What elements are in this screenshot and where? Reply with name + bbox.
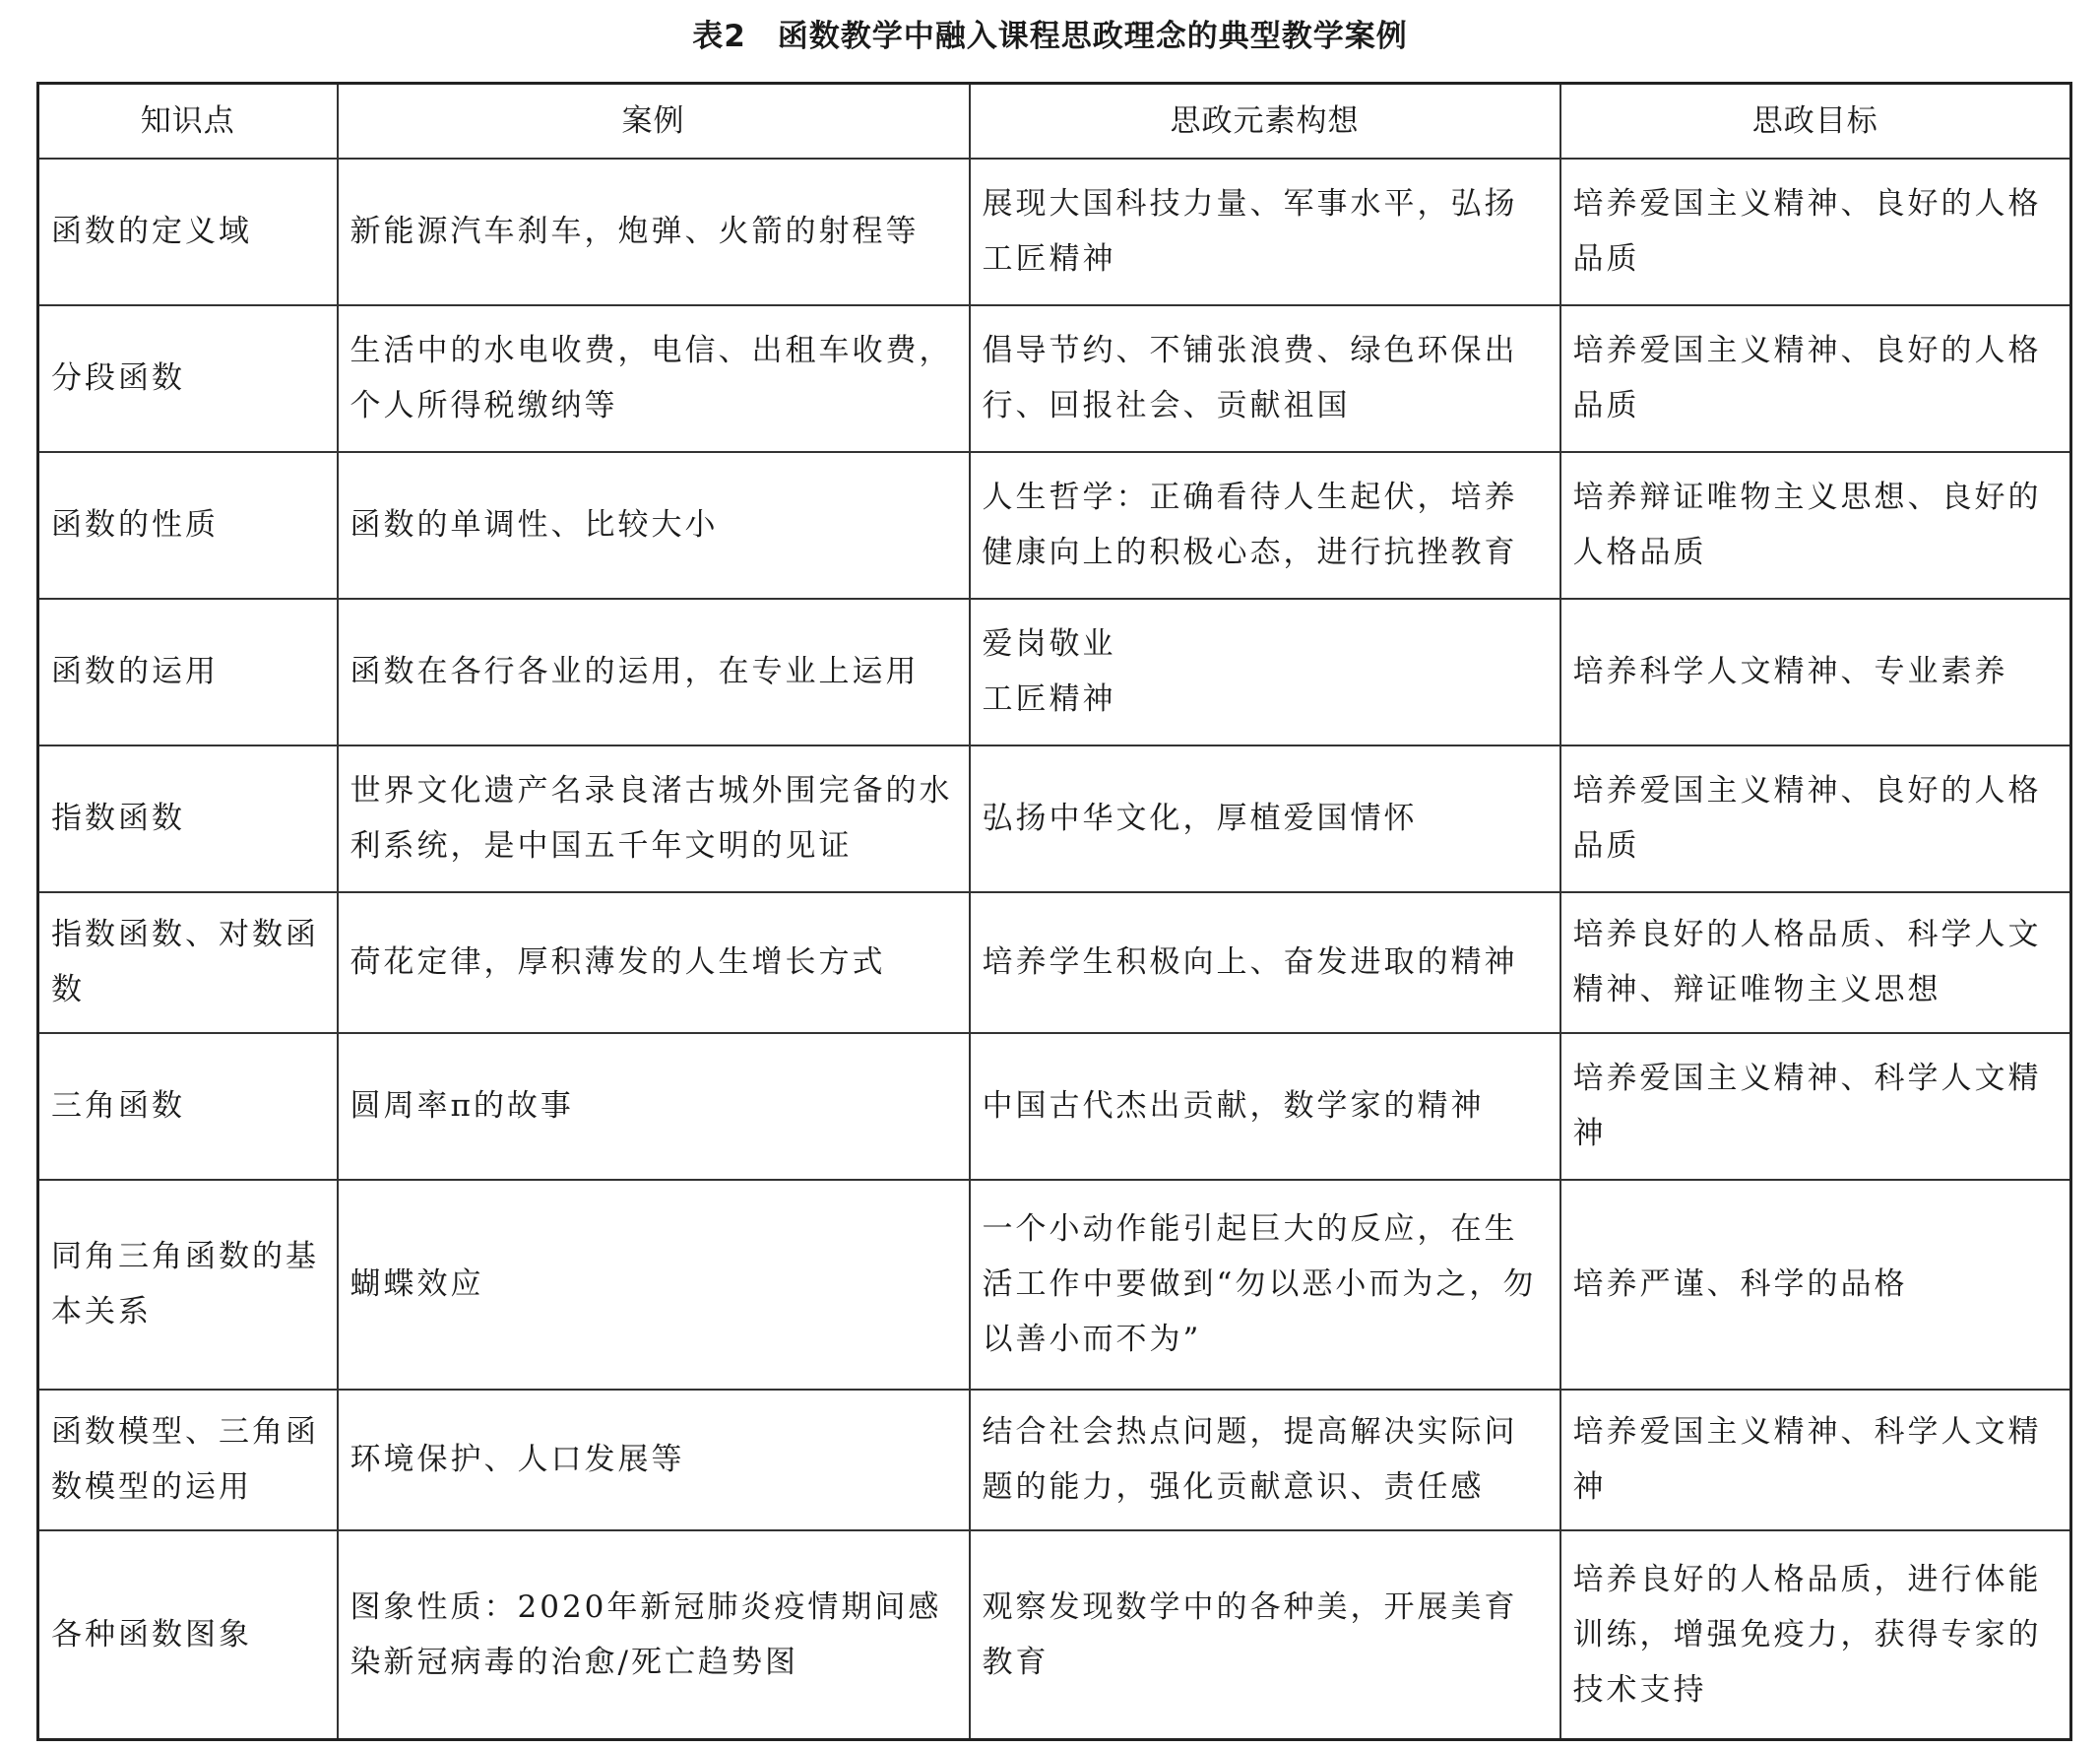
cell-topic: 函数的运用 bbox=[38, 599, 338, 745]
table-row bbox=[38, 305, 2071, 452]
cell-case: 蝴蝶效应 bbox=[338, 1180, 970, 1390]
cell-case: 图象性质：2020年新冠肺炎疫情期间感染新冠病毒的治愈/死亡趋势图 bbox=[338, 1530, 970, 1740]
teaching-cases-table bbox=[36, 82, 2072, 1741]
cell-element: 观察发现数学中的各种美，开展美育教育 bbox=[970, 1530, 1560, 1740]
table-row bbox=[38, 452, 2071, 599]
cell-element: 弘扬中华文化，厚植爱国情怀 bbox=[970, 745, 1560, 892]
cell-case: 函数的单调性、比较大小 bbox=[338, 452, 970, 599]
cell-element: 人生哲学：正确看待人生起伏，培养健康向上的积极心态，进行抗挫教育 bbox=[970, 452, 1560, 599]
table-row bbox=[38, 1390, 2071, 1530]
cell-goal: 培养爱国主义精神、良好的人格品质 bbox=[1560, 745, 2071, 892]
cell-topic: 指数函数 bbox=[38, 745, 338, 892]
cell-element-line: 工匠精神 bbox=[982, 681, 1116, 717]
column-header-element: 思政元素构想 bbox=[970, 84, 1560, 159]
cell-case: 生活中的水电收费，电信、出租车收费，个人所得税缴纳等 bbox=[338, 305, 970, 452]
table-row bbox=[38, 159, 2071, 305]
cell-element: 展现大国科技力量、军事水平，弘扬工匠精神 bbox=[970, 159, 1560, 305]
cell-topic: 函数的性质 bbox=[38, 452, 338, 599]
cell-topic: 分段函数 bbox=[38, 305, 338, 452]
cell-case: 世界文化遗产名录良渚古城外围完备的水利系统，是中国五千年文明的见证 bbox=[338, 745, 970, 892]
header-row bbox=[38, 84, 2071, 159]
table-row bbox=[38, 745, 2071, 892]
cell-case: 新能源汽车刹车，炮弹、火箭的射程等 bbox=[338, 159, 970, 305]
cell-topic: 三角函数 bbox=[38, 1033, 338, 1180]
column-header-topic: 知识点 bbox=[38, 84, 338, 159]
cell-case: 环境保护、人口发展等 bbox=[338, 1390, 970, 1530]
cell-element: 结合社会热点问题，提高解决实际问题的能力，强化贡献意识、责任感 bbox=[970, 1390, 1560, 1530]
cell-goal: 培养爱国主义精神、科学人文精神 bbox=[1560, 1033, 2071, 1180]
cell-element: 一个小动作能引起巨大的反应，在生活工作中要做到“勿以恶小而为之，勿以善小而不为” bbox=[970, 1180, 1560, 1390]
cell-case: 圆周率π的故事 bbox=[338, 1033, 970, 1180]
cell-element bbox=[970, 599, 1560, 745]
cell-case: 荷花定律，厚积薄发的人生增长方式 bbox=[338, 892, 970, 1033]
table-row bbox=[38, 1530, 2071, 1740]
table-row bbox=[38, 892, 2071, 1033]
cell-goal: 培养良好的人格品质、科学人文精神、辩证唯物主义思想 bbox=[1560, 892, 2071, 1033]
cell-goal: 培养严谨、科学的品格 bbox=[1560, 1180, 2071, 1390]
table-row bbox=[38, 1180, 2071, 1390]
table-row bbox=[38, 1033, 2071, 1180]
cell-topic: 各种函数图象 bbox=[38, 1530, 338, 1740]
cell-goal: 培养爱国主义精神、良好的人格品质 bbox=[1560, 305, 2071, 452]
cell-element-line: 爱岗敬业 bbox=[982, 626, 1116, 662]
cell-goal: 培养爱国主义精神、良好的人格品质 bbox=[1560, 159, 2071, 305]
cell-element: 培养学生积极向上、奋发进取的精神 bbox=[970, 892, 1560, 1033]
cell-goal: 培养爱国主义精神、科学人文精神 bbox=[1560, 1390, 2071, 1530]
column-header-case: 案例 bbox=[338, 84, 970, 159]
cell-topic: 函数模型、三角函数模型的运用 bbox=[38, 1390, 338, 1530]
cell-topic: 指数函数、对数函数 bbox=[38, 892, 338, 1033]
cell-topic: 同角三角函数的基本关系 bbox=[38, 1180, 338, 1390]
cell-case: 函数在各行各业的运用，在专业上运用 bbox=[338, 599, 970, 745]
cell-goal: 培养良好的人格品质，进行体能训练，增强免疫力，获得专家的技术支持 bbox=[1560, 1530, 2071, 1740]
column-header-goal: 思政目标 bbox=[1560, 84, 2071, 159]
cell-topic: 函数的定义域 bbox=[38, 159, 338, 305]
cell-element: 中国古代杰出贡献，数学家的精神 bbox=[970, 1033, 1560, 1180]
cell-goal: 培养科学人文精神、专业素养 bbox=[1560, 599, 2071, 745]
table-row bbox=[38, 599, 2071, 745]
table-caption: 表2 函数教学中融入课程思政理念的典型教学案例 bbox=[692, 19, 1408, 54]
cell-goal: 培养辩证唯物主义思想、良好的人格品质 bbox=[1560, 452, 2071, 599]
cell-element: 倡导节约、不铺张浪费、绿色环保出行、回报社会、贡献祖国 bbox=[970, 305, 1560, 452]
